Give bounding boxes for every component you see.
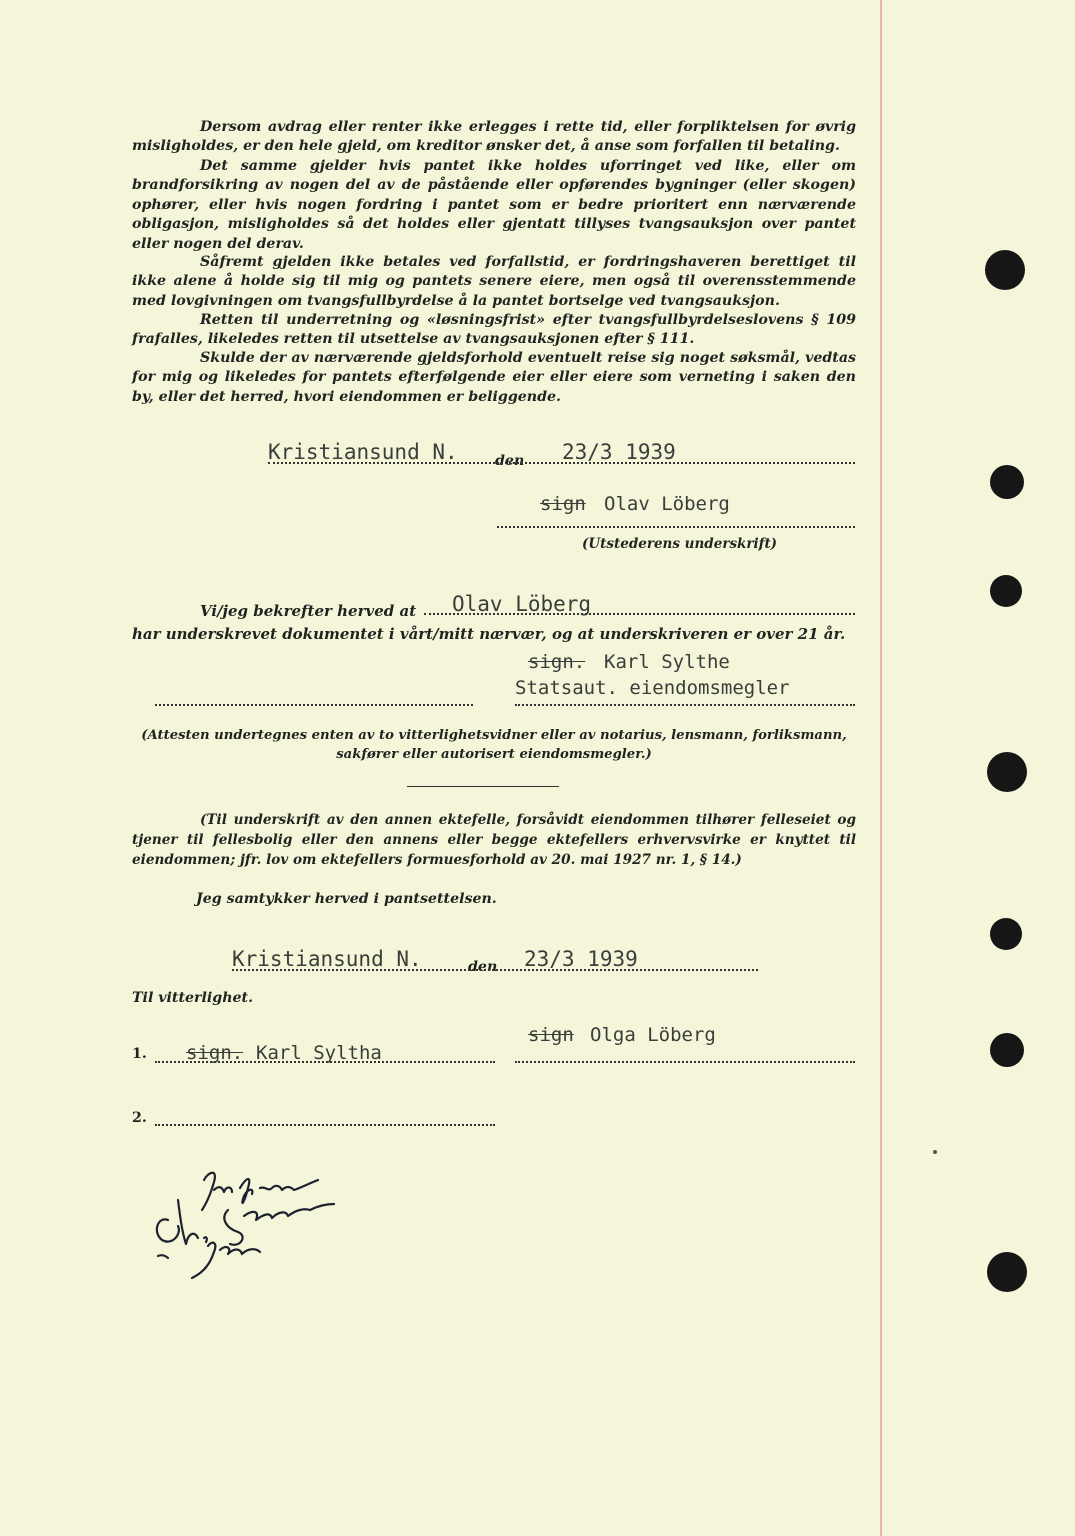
handwritten-signature [148, 1160, 348, 1290]
spouse-place: Kristiansund N. [232, 947, 422, 971]
spouse-den-label: den [468, 959, 498, 975]
paragraph-venue: Skulde der av nærværende gjeldsforhold eventuelt reise sig noget søksmål, vedtas for mig og likeledes for pantets efterfølgende eier eller eiere som verneting i saken den by, eller det herred, hvori eiendommen er beliggende. [132, 350, 856, 405]
punch-hole-3 [990, 575, 1022, 607]
issuer-sign-prefix: sign [540, 493, 586, 515]
witness2-number: 2. [132, 1110, 147, 1126]
attest-statement: har underskrevet dokumentet i vårt/mitt nærvær, og at underskriveren er over 21 år. [132, 625, 846, 643]
witness1-sign-prefix: sign. [186, 1042, 244, 1064]
spouse-date: 23/3 1939 [524, 947, 638, 971]
paragraph-pledge: Det samme gjelder hvis pantet ikke holdes uforringet ved like, eller om brandforsikring av nogen del av de påstående eller opførendes bygninger (eller skogen) ophører, eller hvis nogen fordring i pantet som er bedre prioritert enn nærværende obligasjon, misligholdes så det holdes eller gjentatt tillyses tvangsauksjon over pantet eller nogen del derav. [132, 158, 856, 252]
punch-hole-2 [990, 465, 1024, 499]
paragraph-default: Dersom avdrag eller renter ikke erlegges i rette tid, eller forpliktelsen for øvrig misligholdes, er den hele gjeld, om kreditor ønsker det, å anse som forfallen til betaling. [132, 119, 856, 155]
issuer-den-label: den [495, 453, 525, 469]
spouse-signature-line [515, 1061, 855, 1063]
til-vitterlighet: Til vitterlighet. [132, 990, 254, 1006]
punch-hole-1 [985, 250, 1025, 290]
witness2-line [155, 1124, 495, 1126]
witness-sign-prefix: sign. [528, 651, 586, 673]
issuer-place: Kristiansund N. [268, 440, 458, 464]
spouse-consent: Jeg samtykker herved i pantsettelsen. [196, 891, 497, 907]
punch-hole-5 [990, 918, 1022, 950]
witness-right-line [515, 704, 855, 706]
punch-hole-4 [987, 752, 1027, 792]
issuer-date-line [268, 462, 855, 464]
section-divider [407, 786, 559, 787]
witness1-number: 1. [132, 1046, 147, 1062]
spouse-name: Olga Löberg [590, 1024, 716, 1046]
spouse-sign-prefix: sign [528, 1024, 574, 1046]
attest-signed-name: Olav Löberg [452, 592, 592, 616]
witness1-name: Karl Syltha [256, 1042, 382, 1064]
attest-label: Vi/jeg bekrefter herved at [200, 602, 417, 620]
paragraph-notice: Retten til underretning og «løsningsfrist» efter tvangsfullbyrdelseslovens § 109 frafalles, likeledes retten til utsettelse av tvangsauksjonen efter § 111. [132, 312, 856, 348]
witness-left-line [155, 704, 473, 706]
issuer-name: Olav Löberg [604, 493, 730, 515]
ink-dot [933, 1150, 937, 1154]
spouse-note: (Til underskrift av den annen ektefelle, forsåvidt eiendommen tilhører felleseiet og tjener til fellesbolig eller den annens eller begge ektefellers erhvervsvirke er knyttet til eiendommen; jfr. lov om ektefellers formuesforhold av 20. mai 1927 nr. 1, § 14.) [132, 812, 856, 868]
paragraph-forced-sale: Såfremt gjelden ikke betales ved forfallstid, er fordringshaveren berettiget til ikke alene å holde sig til mig og pantets senere eiere, men også til overensstemmende med lovgivningen om tvangsfullbyrdelse å la pantet bortselge ved tvangsauksjon. [132, 254, 856, 309]
issuer-signature-line [497, 526, 855, 528]
attest-name-line [424, 613, 855, 615]
red-margin-line [880, 0, 882, 1536]
witness1-line [155, 1061, 495, 1063]
spouse-date-line [232, 969, 758, 971]
issuer-date: 23/3 1939 [562, 440, 676, 464]
issuer-caption: (Utstederens underskrift) [582, 536, 778, 552]
witness-title: Statsaut. eiendomsmegler [515, 677, 790, 699]
witness-name: Karl Sylthe [604, 651, 730, 673]
punch-hole-7 [987, 1252, 1027, 1292]
punch-hole-6 [990, 1033, 1024, 1067]
attest-note: (Attesten undertegnes enten av to vitterlighetsvidner eller av notarius, lensmann, forliksmann, sakfører eller autorisert eiendomsmegler.) [141, 728, 847, 762]
